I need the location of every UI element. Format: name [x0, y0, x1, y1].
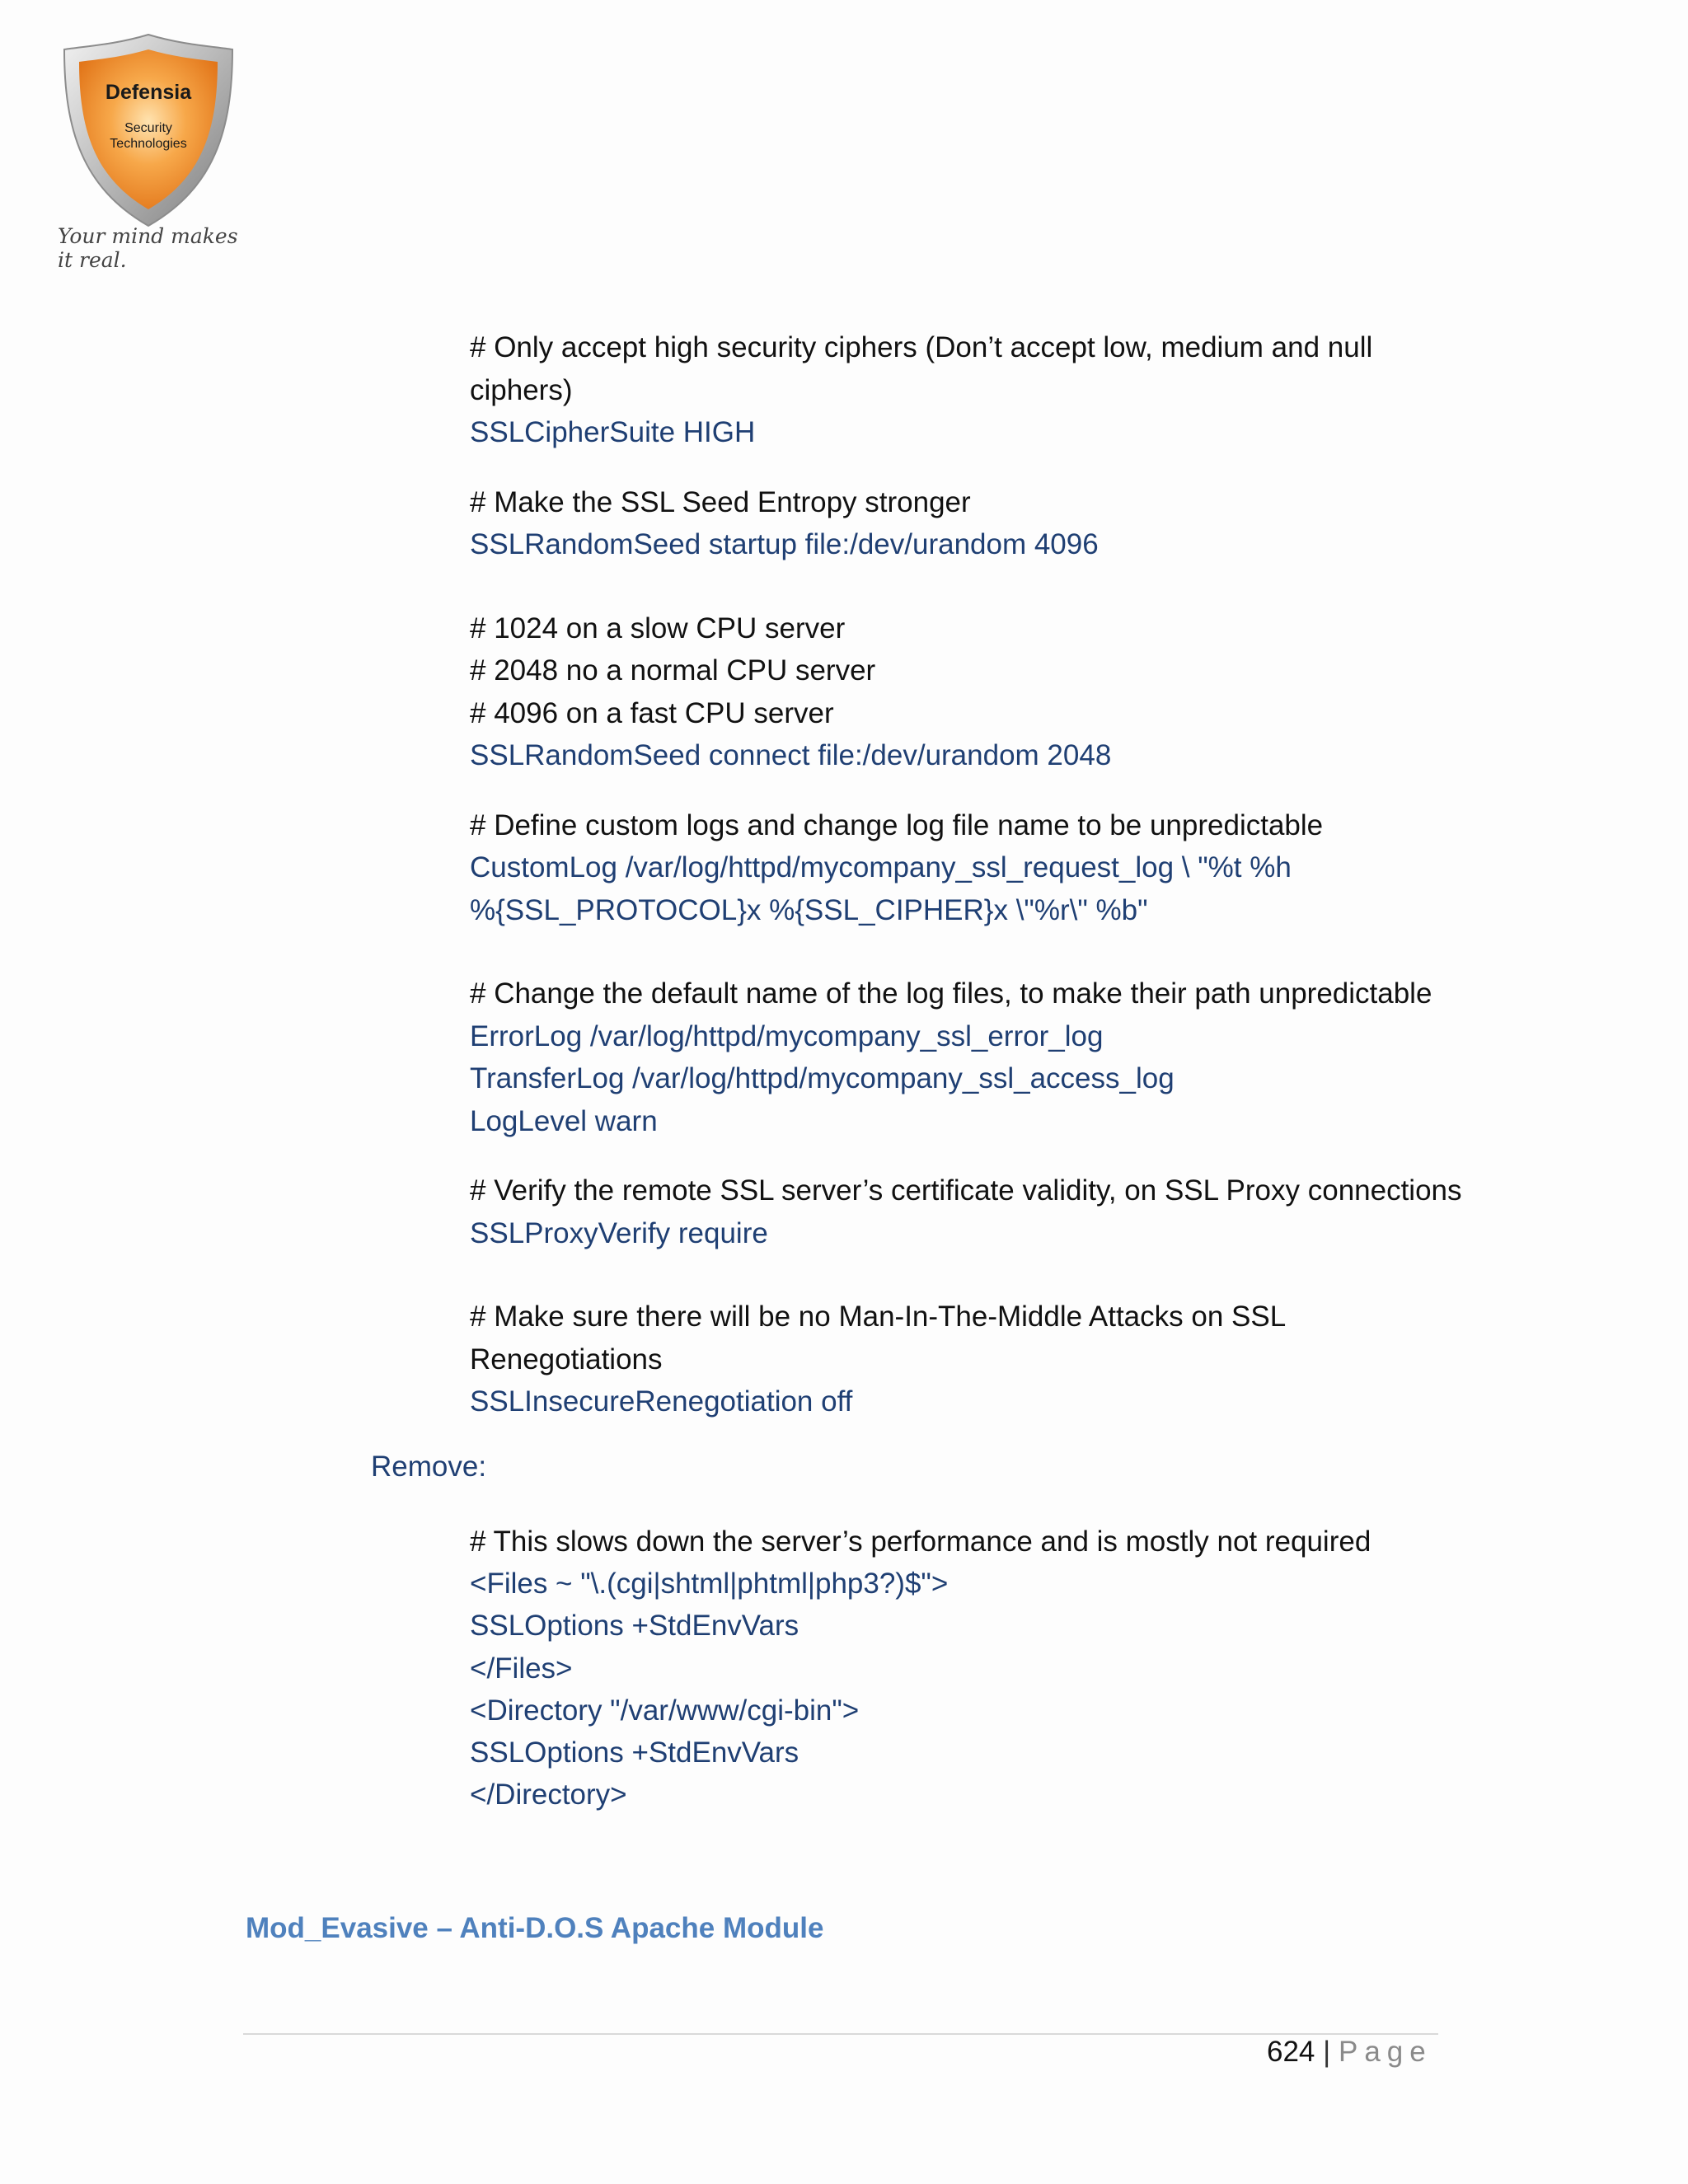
- renegotiation-directive: SSLInsecureRenegotiation off: [470, 1385, 853, 1418]
- proxy-verify-directive: SSLProxyVerify require: [470, 1216, 768, 1249]
- footer-separator: |: [1323, 2036, 1331, 2068]
- files-close-tag: </Files>: [470, 1652, 573, 1685]
- section-heading: Mod_Evasive – Anti-D.O.S Apache Module: [246, 1912, 824, 1944]
- logo-subtitle-line1: Security: [124, 121, 172, 135]
- ssl-config-block: [470, 326, 1462, 1423]
- page-footer: [1267, 2036, 1432, 2069]
- errorlog-directive: ErrorLog /var/log/httpd/mycompany_ssl_error_log: [470, 1019, 1104, 1052]
- directory-open-tag: <Directory "/var/www/cgi-bin">: [470, 1694, 860, 1727]
- remove-label: Remove:: [371, 1451, 487, 1483]
- directory-close-tag: </Directory>: [470, 1779, 627, 1811]
- ssloptions-directive: SSLOptions +StdEnvVars: [470, 1736, 799, 1769]
- shield-icon: [58, 31, 239, 229]
- cipher-comment-continued: ciphers): [470, 373, 573, 406]
- cpu-comment-fast: # 4096 on a fast CPU server: [470, 696, 834, 729]
- cipher-comment: # Only accept high security ciphers (Don’t accept low, medium and null: [470, 331, 1373, 363]
- page-word: Page: [1338, 2036, 1432, 2068]
- remove-config-block: [470, 1521, 1442, 1816]
- mitm-comment-continued: Renegotiations: [470, 1343, 663, 1376]
- cpu-comment-normal: # 2048 no a normal CPU server: [470, 654, 876, 687]
- logo-tagline: Your mind makes it real.: [58, 224, 238, 272]
- seed-connect-directive: SSLRandomSeed connect file:/dev/urandom 2048: [470, 739, 1112, 771]
- ssloptions-directive: SSLOptions +StdEnvVars: [470, 1610, 799, 1643]
- logo-title: Defensia: [105, 81, 192, 104]
- page-number: 624: [1267, 2036, 1315, 2068]
- files-open-tag: <Files ~ "\.(cgi|shtml|phtml|php3?)$">: [470, 1568, 949, 1601]
- footer-divider: [243, 2033, 1438, 2035]
- customlog-comment: # Define custom logs and change log file name to be unpredictable: [470, 808, 1324, 841]
- transferlog-directive: TransferLog /var/log/httpd/mycompany_ssl_access_log: [470, 1062, 1175, 1094]
- logo-subtitle-line2: Technologies: [110, 137, 187, 151]
- cipher-directive: SSLCipherSuite HIGH: [470, 416, 756, 448]
- performance-comment: # This slows down the server’s performance and is mostly not required: [470, 1526, 1372, 1558]
- proxy-comment: # Verify the remote SSL server’s certificate validity, on SSL Proxy connections: [470, 1174, 1462, 1207]
- customlog-directive: CustomLog /var/log/httpd/mycompany_ssl_request_log \ "%t %h: [470, 851, 1292, 883]
- mitm-comment: # Make sure there will be no Man-In-The-Middle Attacks on SSL: [470, 1301, 1287, 1333]
- company-logo: [58, 31, 239, 254]
- loglevel-directive: LogLevel warn: [470, 1104, 658, 1137]
- logname-comment: # Change the default name of the log files, to make their path unpredictable: [470, 977, 1432, 1010]
- seed-startup-directive: SSLRandomSeed startup file:/dev/urandom 4096: [470, 528, 1099, 560]
- seed-comment: # Make the SSL Seed Entropy stronger: [470, 485, 971, 518]
- customlog-directive-continued: %{SSL_PROTOCOL}x %{SSL_CIPHER}x \"%r\" %b": [470, 893, 1148, 926]
- cpu-comment-slow: # 1024 on a slow CPU server: [470, 612, 846, 644]
